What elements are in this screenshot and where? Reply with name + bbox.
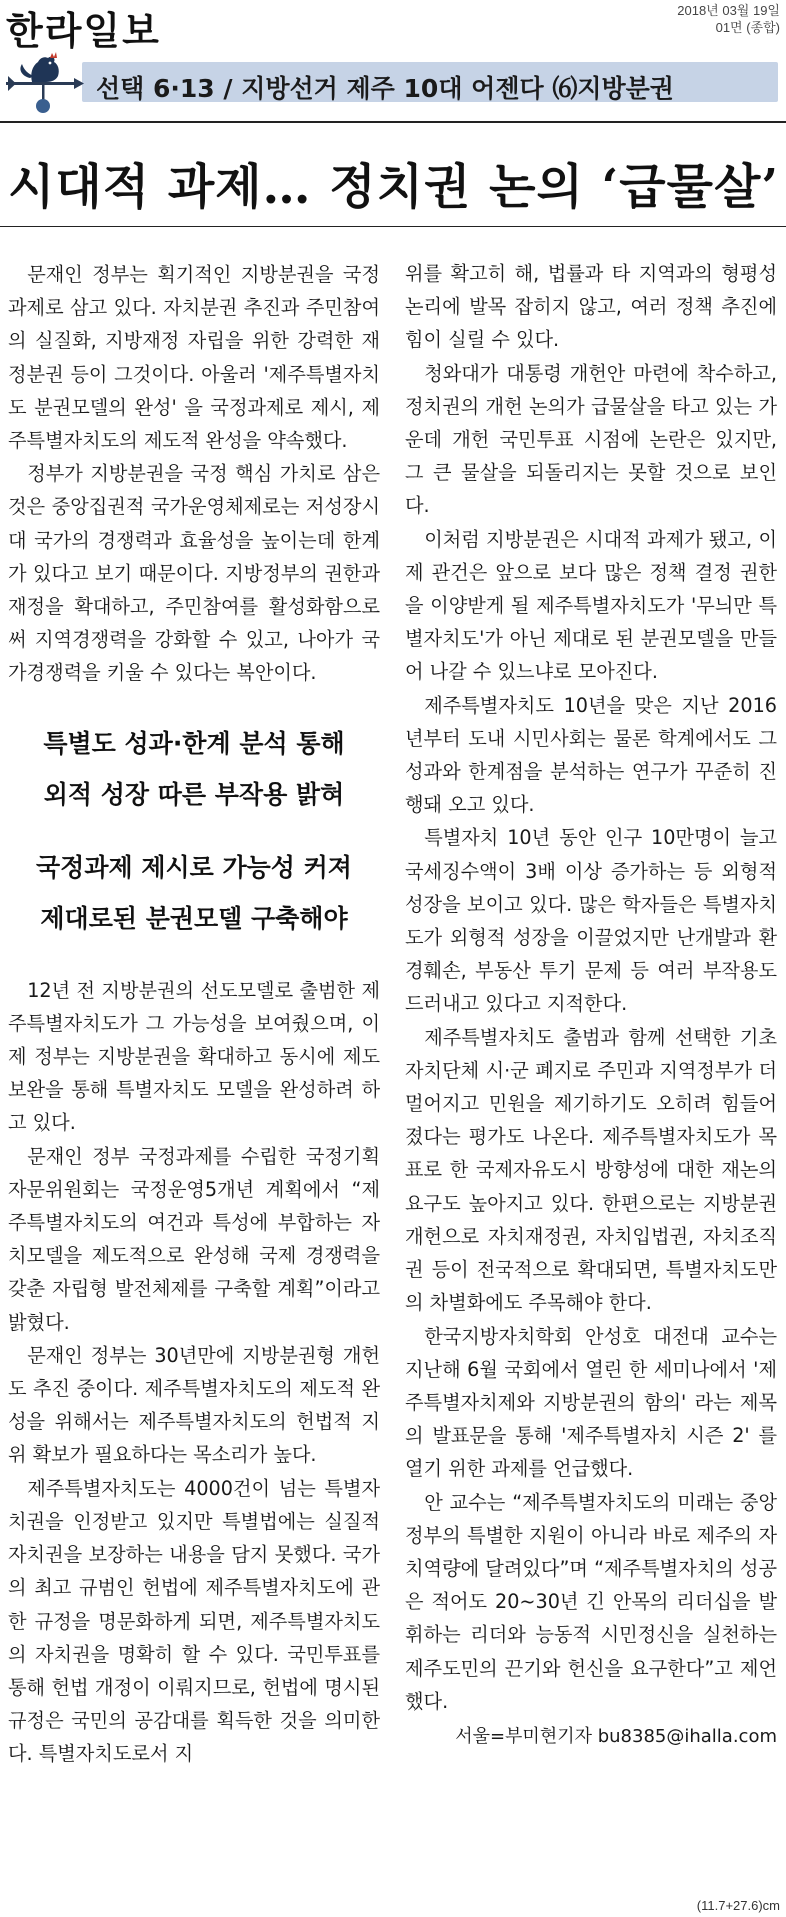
body-paragraph: 문재인 정부 국정과제를 수립한 국정기획자문위원회는 국정운영5개년 계획에서 “제주특별자치도의 여건과 특성에 부합하는 자치모델을 제도적으로 완성해 국제 경쟁력을 갖춘 자립형 발전체제를 구축할 계획”이라고 밝혔다. [8,1144,380,1334]
body-paragraph: 특별자치 10년 동안 인구 10만명이 늘고 국세징수액이 3배 이상 증가하는 등 외형적 성장을 보이고 있다. 많은 학자들은 특별자치도가 외형적 성장을 이끌었지만 난개발과 환경훼손, 부동산 투기 문제 등 여러 부작용도 드러내고 있다고 지적한다. [405,826,777,1016]
body-paragraph: 청와대가 대통령 개헌안 마련에 착수하고, 정치권의 개헌 논의가 급물살을 타고 있는 가운데 개헌 국민투표 시점에 논란은 있지만, 그 큰 물살을 되돌리지는 못할 것으로 보인다. [405,361,777,518]
rooster-weathervane-icon [6,52,86,114]
subheadline: 특별도 성과·한계 분석 통해 [43,728,345,758]
body-paragraph: 제주특별자치도 출범과 함께 선택한 기초자치단체 시·군 폐지로 주민과 지역정부가 더 멀어지고 민원을 제기하기도 오히려 힘들어졌다는 평가도 나온다. 제주특별자치도가 목표로 한 국제자유도시 방향성에 대한 재논의 요구도 높아지고 있다. 한편으로는 지방분권 개헌으로 자치재정권, 자치입법권, 자치조직권 등이 전국적으로 확대되면, 특별자치도만의 차별화에도 주목해야 한다. [405,1025,777,1315]
body-paragraph: 위를 확고히 해, 법률과 타 지역과의 형평성 논리에 발목 잡히지 않고, 여러 정책 추진에 힘이 실릴 수 있다. [405,262,777,352]
article-headline: 시대적 과제… 정치권 논의 ‘급물살’ [8,159,780,215]
headline-rule [0,226,786,227]
series-title: 선택 6·13 / 지방선거 제주 10대 어젠다 ⑹지방분권 [96,74,674,103]
body-paragraph: 이처럼 지방분권은 시대적 과제가 됐고, 이제 관건은 앞으로 보다 많은 정책 결정 권한을 이양받게 될 제주특별자치도가 '무늬만 특별자치도'가 아닌 제대로 된 분권모델을 만들어 나갈 수 있느냐로 모아진다. [405,527,777,684]
top-rule [0,121,786,123]
body-paragraph: 정부가 지방분권을 국정 핵심 가치로 삼은 것은 중앙집권적 국가운영체제로는 저성장시대 국가의 경쟁력과 효율성을 높이는데 한계가 있다고 보기 때문이다. 지방정부의 권한과 재정을 확대하고, 주민참여를 활성화함으로써 지역경쟁력을 강화할 수 있고, 나아가 국가경쟁력을 키울 수 있다는 복안이다. [8,462,380,685]
left-column [8,258,380,1771]
body-paragraph: 한국지방자치학회 안성호 대전대 교수는 지난해 6월 국회에서 열린 한 세미나에서 '제주특별자치제와 지방분권의 함의' 라는 제목의 발표문을 통해 '제주특별자치 시즌 2' 를 열기 위한 과제를 언급했다. [405,1324,777,1481]
page-number: 01면 (종합) [715,20,780,35]
issue-date: 2018년 03월 19일 [677,3,780,18]
body-paragraph: 안 교수는 “제주특별자치도의 미래는 중앙정부의 특별한 지원이 아니라 바로 제주의 자치역량에 달려있다”며 “제주특별자치의 성공은 적어도 20~30년 긴 안목의 리더십을 발휘하는 리더와 능동적 시민정신을 실천하는 제주도민의 끈기와 헌신을 요구한다”고 제언했다. [405,1490,777,1713]
subheadline-box [8,716,380,946]
series-banner [0,52,786,112]
right-column [405,257,777,1753]
body-paragraph: 12년 전 지방분권의 선도모델로 출범한 제주특별자치도가 그 가능성을 보여줬으며, 이제 정부는 지방분권을 확대하고 동시에 제도 보완을 통해 특별자치도 모델을 완성하려 하고 있다. [8,978,380,1135]
reporter-byline: 서울=부미현기자 bu8385@ihalla.com [455,1725,777,1747]
subheadline: 제대로된 분권모델 구축해야 [40,903,348,933]
subheadline: 외적 성장 따른 부작용 밝혀 [43,779,345,809]
body-paragraph: 문재인 정부는 30년만에 지방분권형 개헌도 추진 중이다. 제주특별자치도의 제도적 완성을 위해서는 제주특별자치도의 헌법적 지위 확보가 필요하다는 목소리가 높다. [8,1343,380,1467]
body-paragraph: 제주특별자치도는 4000건이 넘는 특별자치권을 인정받고 있지만 특별법에는 실질적 자치권을 보장하는 내용을 담지 못했다. 국가의 최고 규범인 헌법에 제주특별자치도에 관한 규정을 명문화하게 되면, 제주특별자치도의 자치권을 명확히 할 수 있다. 국민투표를 통해 헌법 개정이 이뤄지므로, 헌법에 명시된 규정은 국민의 공감대를 획득한 것을 의미한다. 특별자치도로서 지 [8,1476,380,1766]
body-paragraph: 문재인 정부는 획기적인 지방분권을 국정과제로 삼고 있다. 자치분권 추진과 주민참여의 실질화, 지방재정 자립을 위한 강력한 재정분권 등이 그것이다. 아울러 '제주특별자치도 분권모델의 완성' 을 국정과제로 제시, 제주특별자치도의 제도적 완성을 약속했다. [8,263,380,453]
subheadline: 국정과제 제시로 가능성 커져 [36,852,352,882]
newspaper-masthead: 한라일보 [6,9,161,53]
article-size-note: (11.7+27.6)cm [696,1898,780,1913]
body-paragraph: 제주특별자치도 10년을 맞은 지난 2016년부터 도내 시민사회는 물론 학계에서도 그 성과와 한계점을 분석하는 연구가 꾸준히 진행돼 오고 있다. [405,693,777,817]
dateline [677,2,780,36]
